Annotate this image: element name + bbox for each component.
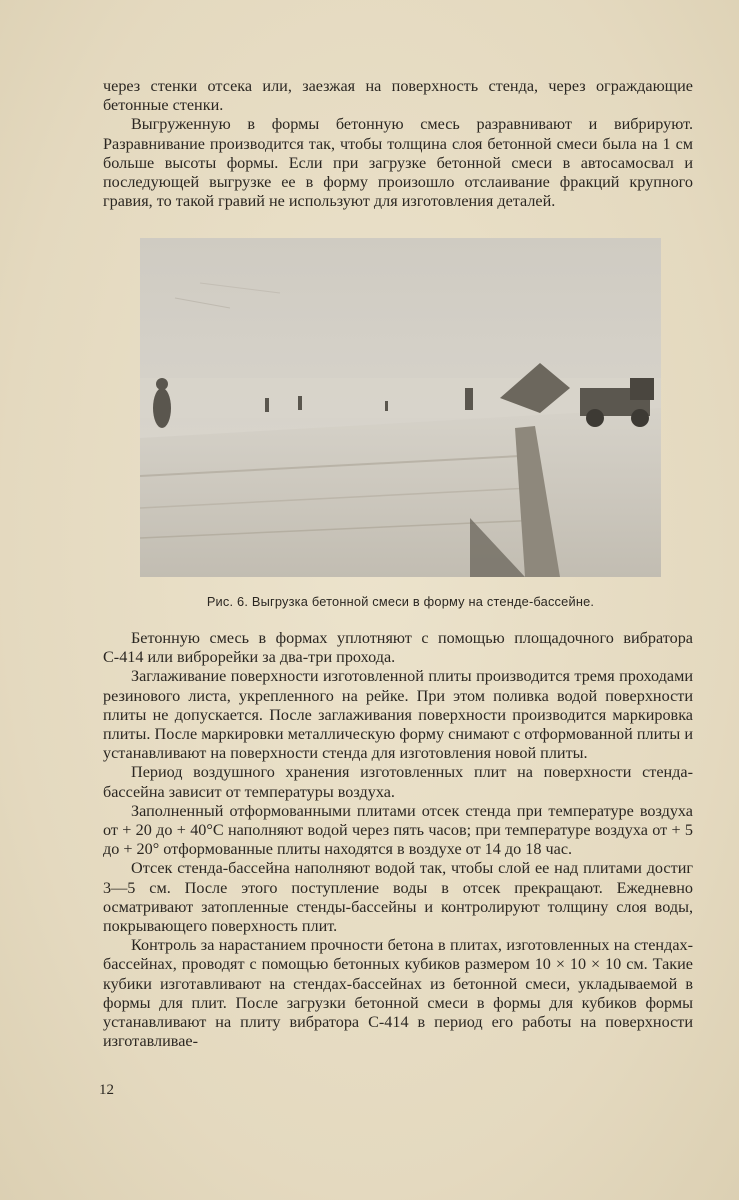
- paragraph: Период воздушного хранения изготовленных плит на поверхности стенда-бассейна зависит от температуры воздуха.: [103, 763, 693, 801]
- paragraph: Заглаживание поверхности изготовленной плиты производится тремя проходами резинового листа, укрепленного на рейке. При этом поливка водой поверхности плиты не допускается. После заглаживания поверхности производится маркировка плиты. После маркировки металлическую форму снимают с отформованной плиты и устанавливают на поверхности стенда для изготовления новой плиты.: [103, 667, 693, 763]
- paragraph: через стенки отсека или, заезжая на поверхность стенда, через ограждающие бетонные стенки.: [103, 77, 693, 115]
- paragraph: Бетонную смесь в формах уплотняют с помощью площадочного вибратора С-414 или виброрейки за два-три прохода.: [103, 629, 693, 667]
- figure-caption: Рис. 6. Выгрузка бетонной смеси в форму на стенде-бассейне.: [206, 594, 595, 609]
- paragraph: Выгруженную в формы бетонную смесь разравнивают и вибрируют. Разравнивание производится так, чтобы толщина слоя бетонной смеси была на 1 см больше высоты формы. Если при загрузке бетонной смеси в автосамосвал и последующей выгрузке ее в форму произошло отслаивание фракций крупного гравия, то такой гравий не используют для изготовления деталей.: [103, 115, 693, 211]
- paragraph: Отсек стенда-бассейна наполняют водой так, чтобы слой ее над плитами достиг 3—5 см. После этого поступление воды в отсек прекращают. Ежедневно осматривают затопленные стенды-бассейны и контролируют толщину слоя воды, покрывающего поверхность плит.: [103, 859, 693, 936]
- paragraph: Контроль за нарастанием прочности бетона в плитах, изготовленных на стендах-бассейнах, проводят с помощью бетонных кубиков размером 10 × 10 × 10 см. Такие кубики изготавливают на стендах-бассейнах из бетонной смеси, укладываемой в формы для плит. После загрузки бетонной смеси в формы для кубиков формы устанавливают на плиту вибратора С-414 в период его работы на поверхности изготавливае-: [103, 936, 693, 1051]
- bottom-text-block: [103, 629, 693, 1051]
- paragraph: Заполненный отформованными плитами отсек стенда при температуре воздуха от + 20 до + 40°С наполняют водой через пять часов; при температуре воздуха от + 5 до + 20° отформованные плиты находятся в воздухе от 14 до 18 час.: [103, 801, 693, 859]
- top-text-block: [103, 77, 693, 211]
- page-number: 12: [99, 1082, 114, 1098]
- figure-photo: [140, 238, 661, 577]
- photo-concrete-unloading: [140, 238, 661, 577]
